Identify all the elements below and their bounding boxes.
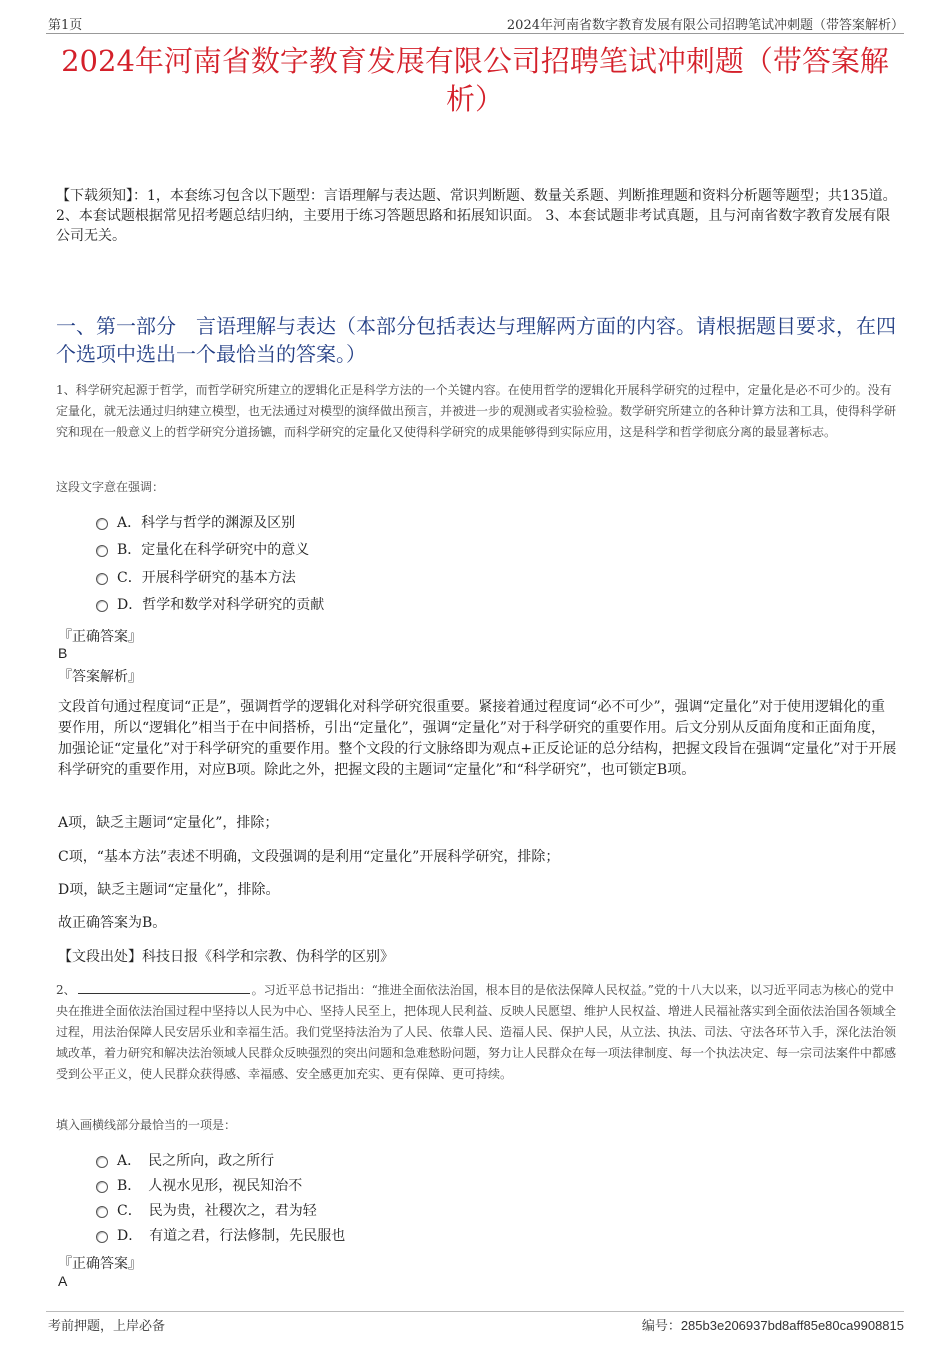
q2-prompt: 填入画横线部分最恰当的一项是： (56, 1118, 237, 1132)
radio-icon[interactable] (96, 1181, 108, 1193)
q2-stem: 。习近平总书记指出：“推进全面依法治国，根本目的是依法保障人民权益。”党的十八大以来，以习近平同志为核心的党中央在推进全面依法治国过程中坚持以人民为中心、坚持人民至上，把体现人民利益、反映人民愿望、维护人民权益、增进人民福祉落实到全面依法治国各领域全过程，用法治保障人民安居乐业和幸福生活。我们党坚持法治为了人民、依靠人民、造福人民、保护人民，从立法、执法、司法、守法各环节入手，深化法治领域改革，着力研究和解决法治领域人民群众反映强烈的突出问题和急难愁盼问题，努力让人民群众在每一项法律制度、每一个执法决定、每一宗司法案件中都感受到公平正义，使人民群众获得感、幸福感、安全感更加充实、更有保障、更可持续。 (56, 983, 897, 1081)
q2-answer-label: 『正确答案』 (58, 1256, 142, 1272)
footer-code-label: 编号： (641, 1319, 681, 1334)
download-notice: 【下载须知】：1，本套练习包含以下题型：言语理解与表达题、常识判断题、数量关系题、判断推理题和资料分析题等题型；共135道。 2、本套试题根据常见招考题总结归纳，主要用于练习答题思路和拓展知识面。 3、本套试题非考试真题，且与河南省数字教育发展有限公司无关。 (56, 188, 897, 244)
option-label: C． 民为贵，社稷次之，君为轻 (117, 1202, 317, 1219)
radio-icon[interactable] (96, 518, 108, 530)
radio-icon[interactable] (96, 573, 108, 585)
q2-options (96, 1147, 345, 1247)
q1-stem: 1、科学研究起源于哲学，而哲学研究所建立的逻辑化正是科学方法的一个关键内容。在使用哲学的逻辑化开展科学研究的过程中，定量化是必不可少的。没有定量化，就无法通过归纳建立模型，也无法通过对模型的演绎做出预言，并被进一步的观测或者实验检验。数学研究所建立的各种计算方法和工具，使得科学研究和现在一般意义上的哲学研究分道扬镳，而科学研究的定量化又使得科学研究的成果能够得到实际应用，这是科学和哲学彻底分离的最显著标志。 (56, 383, 897, 439)
radio-icon[interactable] (96, 1231, 108, 1243)
q1-source: 【文段出处】科技日报《科学和宗教、伪科学的区别》 (58, 949, 394, 965)
option-label: A．科学与哲学的渊源及区别 (117, 514, 296, 531)
option-label: D．哲学和数学对科学研究的贡献 (117, 597, 325, 614)
q1-analysis-d: D项，缺乏主题词“定量化”，排除。 (58, 882, 280, 898)
q1-analysis-c: C项，“基本方法”表述不明确，文段强调的是利用“定量化”开展科学研究，排除； (58, 849, 560, 865)
page-number: 第1页 (48, 18, 83, 33)
footer-code-value: 285b3e206937bd8aff85e80ca9908815 (680, 1318, 904, 1333)
footer-code (642, 1315, 904, 1334)
q1-option-d[interactable] (96, 591, 324, 619)
q2-option-c[interactable] (96, 1197, 345, 1222)
q1-prompt: 这段文字意在强调： (56, 480, 165, 494)
option-label: D． 有道之君，行法修制，先民服也 (117, 1227, 346, 1244)
q1-answer: B (58, 645, 68, 661)
footer-divider (46, 1311, 904, 1312)
q1-conclusion: 故正确答案为B。 (58, 915, 167, 931)
radio-icon[interactable] (96, 1206, 108, 1218)
header-doc-title: 2024年河南省数字教育发展有限公司招聘笔试冲刺题（带答案解析） (506, 18, 904, 33)
header-divider (46, 33, 904, 34)
radio-icon[interactable] (96, 600, 108, 612)
q2-stem-block (56, 980, 902, 1085)
q2-option-b[interactable] (96, 1172, 345, 1197)
q1-analysis: 文段首句通过程度词“正是”，强调哲学的逻辑化对科学研究很重要。紧接着通过程度词“必不可少”，强调“定量化”对于使用逻辑化的重要作用，所以“逻辑化”相当于在中间搭桥，引出“定量化”，强调“定量化”对于科学研究的重要作用。后文分别从反面角度和正面角度，加强论证“定量化”对于科学研究的重要作用。整个文段的行文脉络即为观点+正反论证的总分结构，把握文段旨在强调“定量化”对于开展科学研究的重要作用，对应B项。除此之外，把握文段的主题词“定量化”和“科学研究”，也可锁定B项。 (58, 699, 897, 778)
q1-analysis-label: 『答案解析』 (58, 669, 142, 685)
q1-option-b[interactable] (96, 536, 324, 564)
section-heading: 一、第一部分 言语理解与表达（本部分包括表达与理解两方面的内容。请根据题目要求，在四个选项中选出一个最恰当的答案。） (56, 314, 896, 366)
option-label: C．开展科学研究的基本方法 (117, 569, 296, 586)
q1-answer-label: 『正确答案』 (58, 629, 142, 645)
q2-blank (78, 981, 250, 994)
radio-icon[interactable] (96, 545, 108, 557)
q2-number: 2、 (56, 983, 76, 997)
page-title: 2024年河南省数字教育发展有限公司招聘笔试冲刺题（带答案解析） (61, 44, 889, 116)
footer-slogan: 考前押题，上岸必备 (48, 1319, 166, 1334)
q1-option-c[interactable] (96, 563, 324, 591)
option-label: A． 民之所向，政之所行 (117, 1152, 275, 1169)
q2-option-d[interactable] (96, 1222, 345, 1247)
q1-analysis-a: A项，缺乏主题词“定量化”，排除； (58, 815, 279, 831)
q2-answer: A (58, 1273, 68, 1289)
q2-option-a[interactable] (96, 1147, 345, 1172)
q1-option-a[interactable] (96, 508, 324, 536)
option-label: B．定量化在科学研究中的意义 (117, 542, 310, 559)
q1-options (96, 508, 324, 618)
radio-icon[interactable] (96, 1156, 108, 1168)
option-label: B． 人视水见形，视民知治不 (117, 1177, 303, 1194)
